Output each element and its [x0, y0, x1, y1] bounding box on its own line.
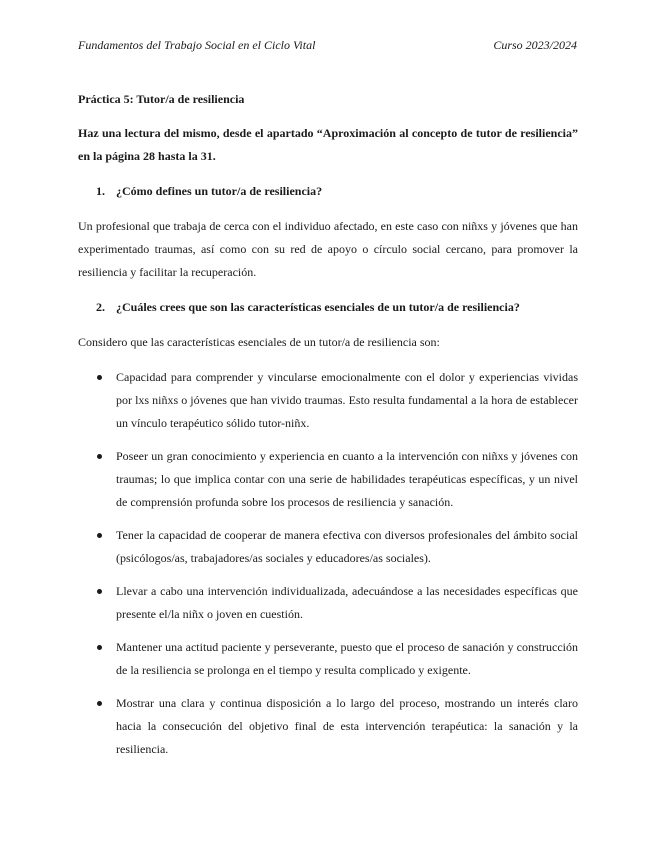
question-1-number: 1. — [96, 184, 105, 198]
document-body — [78, 88, 578, 771]
question-1-text: ¿Cómo defines un tutor/a de resiliencia? — [116, 184, 323, 198]
question-2-text: ¿Cuáles crees que son las características esenciales de un tutor/a de resiliencia? — [116, 300, 520, 314]
question-1 — [78, 180, 578, 203]
list-item-text: Llevar a cabo una intervención individualizada, adecuándose a las necesidades específicas que presente el/la niñx o joven en cuestión. — [116, 584, 578, 621]
header-academic-year: Curso 2023/2024 — [493, 38, 577, 52]
question-2 — [78, 296, 578, 319]
answer-2-intro: Considero que las características esenciales de un tutor/a de resiliencia son: — [78, 335, 440, 349]
characteristics-list — [78, 366, 578, 761]
question-2-number: 2. — [96, 300, 105, 314]
list-item-text: Mantener una actitud paciente y perseverante, puesto que el proceso de sanación y construcción de la resiliencia se prolonga en el tiempo y resulta complicado y exigente. — [116, 640, 578, 677]
page-header — [78, 38, 577, 52]
header-course-title: Fundamentos del Trabajo Social en el Ciclo Vital — [78, 38, 316, 52]
list-item-text: Capacidad para comprender y vincularse emocionalmente con el dolor y experiencias vividas por lxs niñxs o jóvenes que han vivido traumas. Esto resulta fundamental a la hora de establecer un vínculo terapéutico sólido tutor-niñx. — [116, 370, 578, 430]
intro-instruction: Haz una lectura del mismo, desde el apartado “Aproximación al concepto de tutor de resiliencia” en la página 28 hasta la 31. — [78, 126, 578, 163]
bullet-icon — [97, 375, 102, 380]
list-item — [78, 636, 578, 682]
list-item-text: Mostrar una clara y continua disposición a lo largo del proceso, mostrando un interés claro hacia la consecución del objetivo final de esta intervención terapéutica: la sanación y la resiliencia. — [116, 696, 578, 756]
list-item — [78, 524, 578, 570]
section-title: Práctica 5: Tutor/a de resiliencia — [78, 92, 245, 106]
list-item — [78, 445, 578, 514]
bullet-icon — [97, 533, 102, 538]
bullet-icon — [97, 454, 102, 459]
list-item-text: Poseer un gran conocimiento y experiencia en cuanto a la intervención con niñxs y jóvenes con traumas; lo que implica contar con una serie de habilidades terapéuticas específicas, y un nivel de comprensión profunda sobre los procesos de resiliencia y sanación. — [116, 449, 578, 509]
bullet-icon — [97, 589, 102, 594]
list-item — [78, 366, 578, 435]
bullet-icon — [97, 701, 102, 706]
answer-1: Un profesional que trabaja de cerca con el individuo afectado, en este caso con niñxs y jóvenes que han experimentado traumas, así como con su red de apoyo o círculo social cercano, para promover la resiliencia y facilitar la recuperación. — [78, 219, 578, 279]
list-item — [78, 692, 578, 761]
list-item-text: Tener la capacidad de cooperar de manera efectiva con diversos profesionales del ámbito social (psicólogos/as, trabajadores/as sociales y educadores/as sociales). — [116, 528, 578, 565]
list-item — [78, 580, 578, 626]
bullet-icon — [97, 645, 102, 650]
